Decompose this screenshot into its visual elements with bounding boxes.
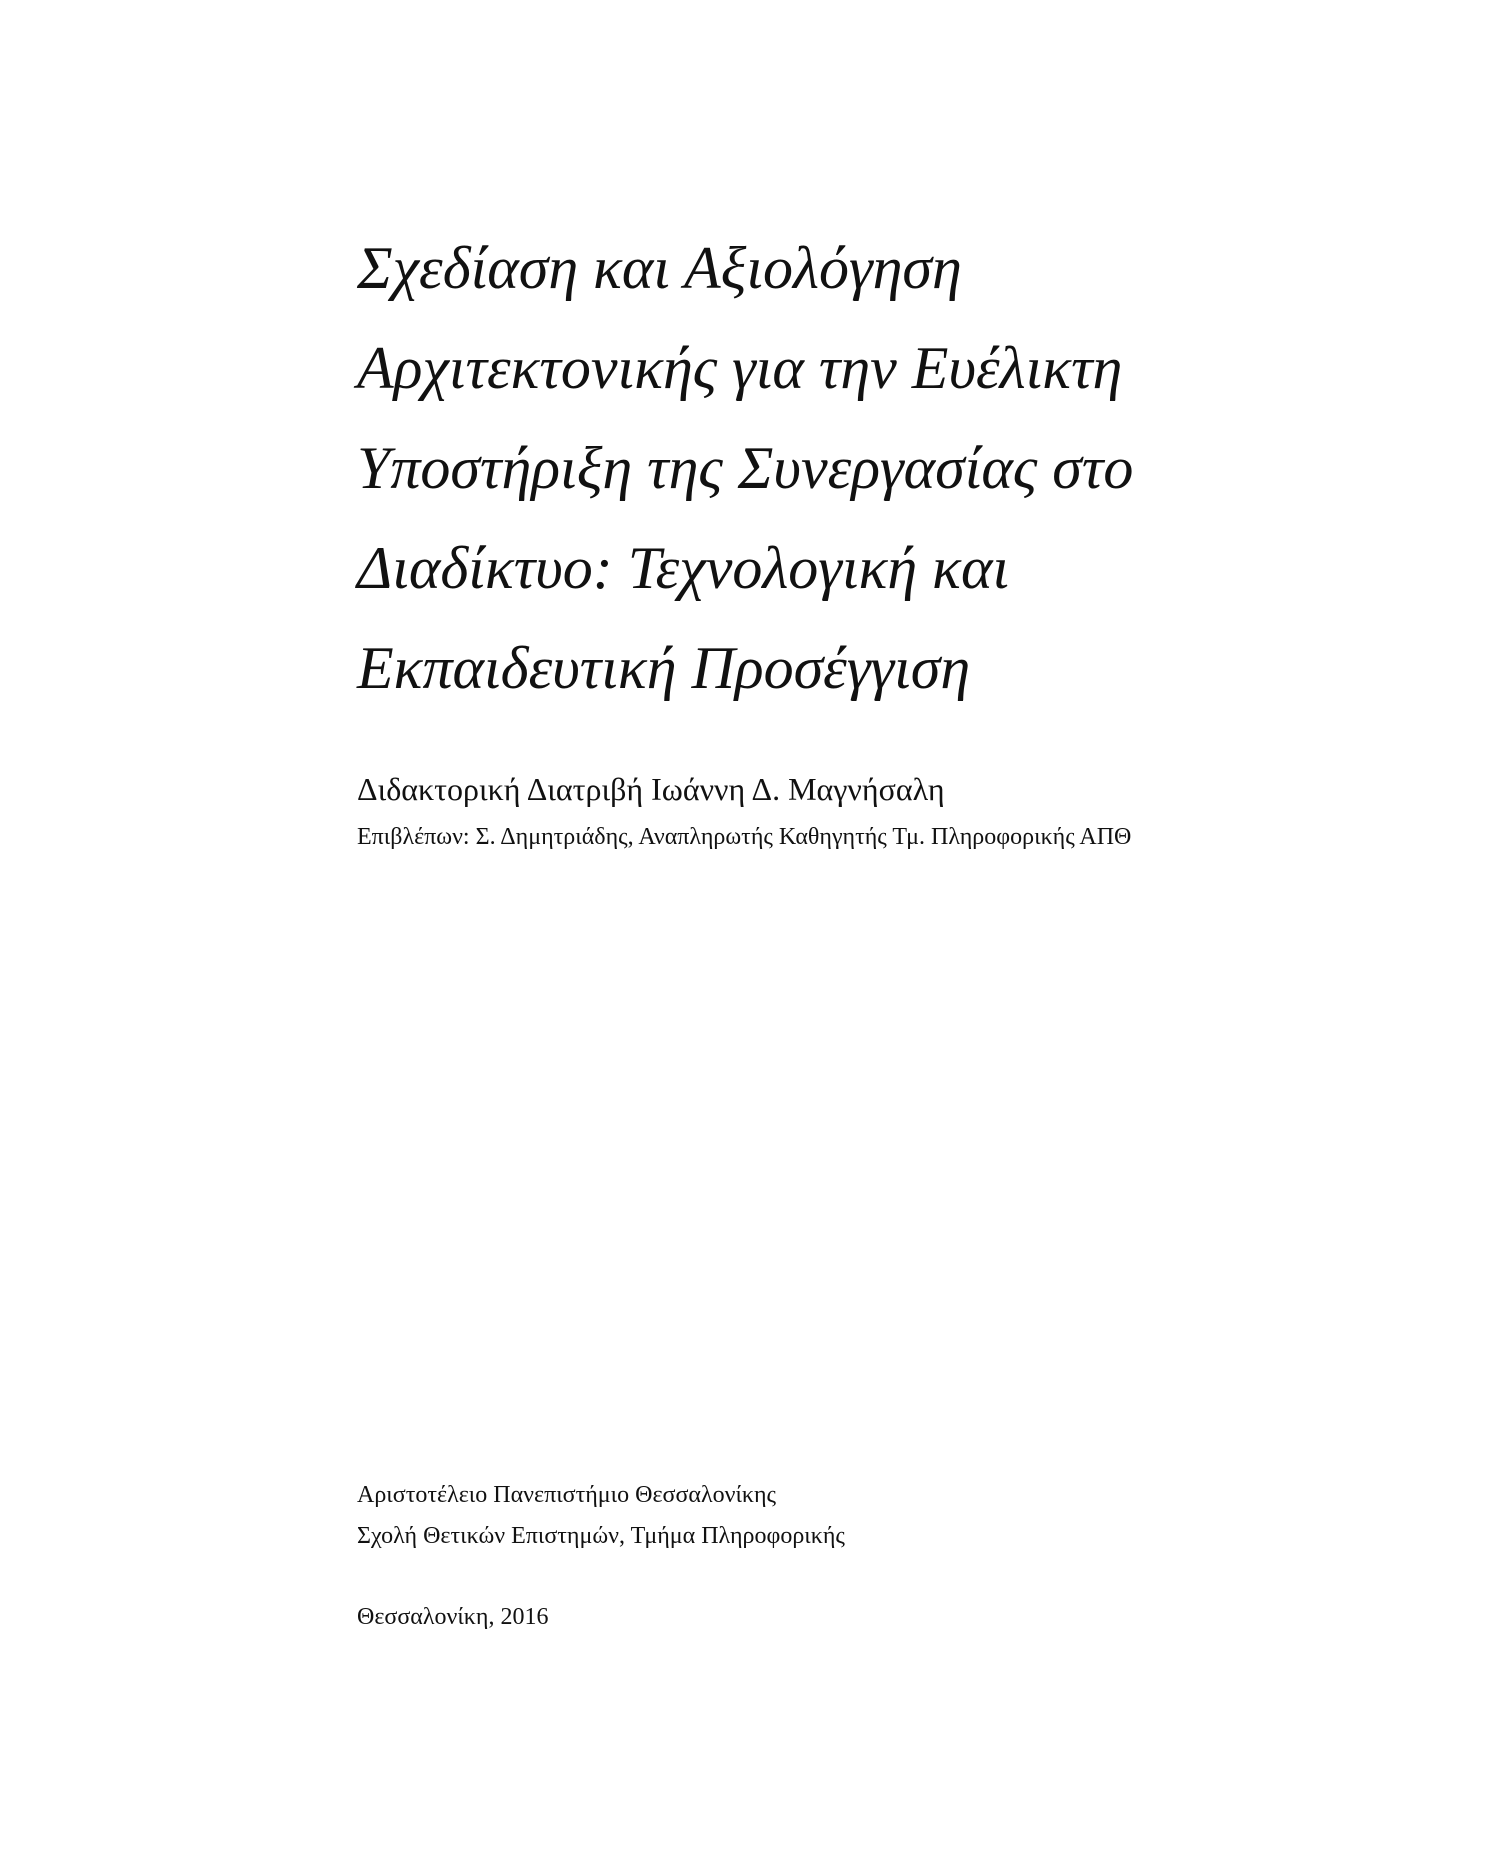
thesis-author: Διδακτορική Διατριβή Ιωάννη Δ. Μαγνήσαλη (357, 771, 945, 807)
title-line-4: Διαδίκτυο: Τεχνολογική και (357, 535, 1010, 601)
place-date: Θεσσαλονίκη, 2016 (357, 1604, 549, 1630)
school-department: Σχολή Θετικών Επιστημών, Τμήμα Πληροφορικής (357, 1523, 845, 1549)
supervisor-block (357, 820, 1437, 854)
title-line-5: Εκπαιδευτική Προσέγγιση (357, 635, 971, 701)
title-line-2: Αρχιτεκτονικής για την Ευέλικτη (357, 335, 1123, 401)
thesis-author-block (357, 767, 1437, 811)
thesis-title (357, 218, 1437, 718)
university-name: Αριστοτέλειο Πανεπιστήμιο Θεσσαλονίκης (357, 1482, 777, 1508)
place-date-block (357, 1597, 1437, 1638)
title-line-1: Σχεδίαση και Αξιολόγηση (357, 235, 962, 301)
supervisor-text: Επιβλέπων: Σ. Δημητριάδης, Αναπληρωτής Καθηγητής Τμ. Πληροφορικής ΑΠΘ (357, 824, 1132, 850)
institution-block (357, 1475, 1437, 1557)
title-line-3: Υποστήριξη της Συνεργασίας στο (357, 435, 1134, 501)
